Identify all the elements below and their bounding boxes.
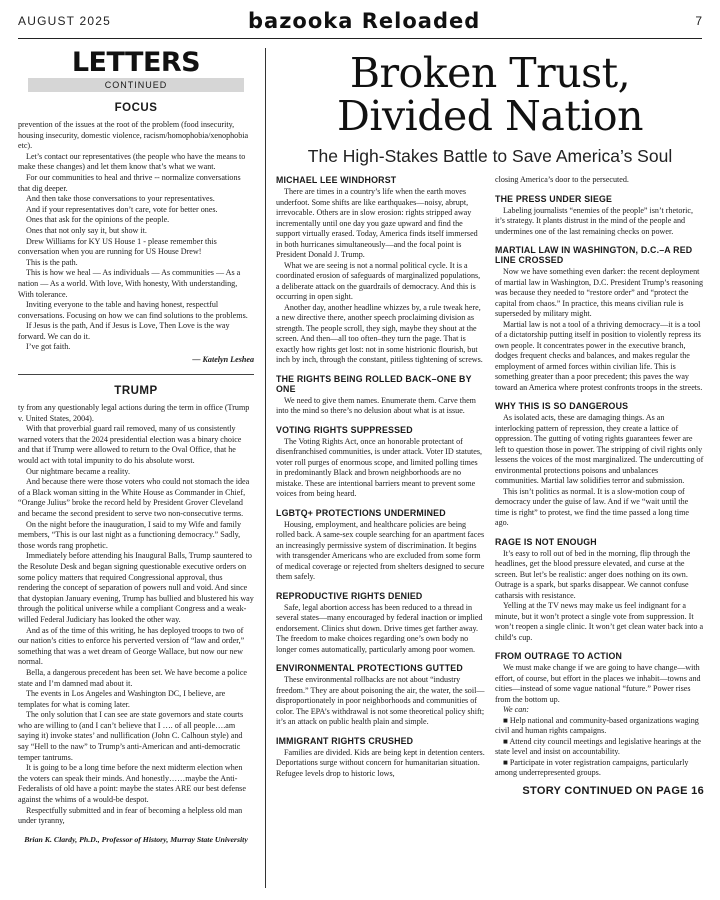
focus-signature: — Katelyn Leshea <box>192 355 254 365</box>
section-heading: REPRODUCTIVE RIGHTS DENIED <box>276 590 423 601</box>
paragraph: The events in Los Angeles and Washington DC, I believe, are templates for what is coming later. <box>18 689 226 709</box>
continued-notice: STORY CONTINUED ON PAGE 16 <box>522 784 704 797</box>
paragraph: Bella, a dangerous precedent has been set. We have become a police state and I’m damned mad about it. <box>18 667 248 688</box>
article-column-2 <box>495 175 704 797</box>
paragraph: The only solution that I can see are state governors and state courts who are willing to (and I can’t believe that I …. of all people….am saying it) invoke states’ and nullification (John C. Calhoun style) and say “Hell to the naw” to Trump’s anti-American and anti-democratic temper tantrums. <box>18 710 244 762</box>
paragraph: If Jesus is the path, And if Jesus is Love, Then Love is the way forward. We can do it. <box>18 321 230 341</box>
paragraph: Families are divided. Kids are being kept in detention centers. Deportations surge without concern for humanitarian situation. Refugee levels drop to historic lows, <box>276 747 485 778</box>
paragraph: What we are seeing is not a normal political cycle. It is a coordinated erosion of safeguards of marginalized populations, a deliberate attack on the guardrails of democracy. And this is occurring in open sight. <box>276 260 481 301</box>
section-heading: IMMIGRANT RIGHTS CRUSHED <box>276 735 414 746</box>
paragraph: And as of the time of this writing, he has deployed troops to two of our nation’s cities to enforce his perverted version of “law and order,” something that was a wet dream of George Wallace, but now our new normal. <box>18 625 245 667</box>
letter-divider <box>18 374 254 375</box>
article-title-line2: Divided Nation <box>336 92 644 140</box>
paragraph: As isolated acts, these are damaging things. As an interlocking pattern of repression, they create a lattice of oppression. The gutting of voting rights guarantees fewer are left to question those in power. The stripping of civil rights only lessens the voices of the most marginalized. The undercutting of environmental protections poisons and unbalances communities. Martial law solidifies terror and submission. <box>495 413 704 485</box>
paragraph: On the night before the inauguration, I said to my Wife and family members, “This is our last night as a functioning democracy.” Sadly, those words rang prophetic. <box>18 519 242 550</box>
article-column-1 <box>276 175 485 797</box>
paragraph: Now we have something even darker: the recent deployment of martial law in Washington, D.C. President Trump’s reasoning was because they needed to “restore order” and “protect the capital from chaos.” In practice, this means civilian rule is superseded by military might. <box>495 267 704 318</box>
paragraph: prevention of the issues at the root of the problem (food insecurity, housing insecurity, domestic violence, racism/homophobia/xenophobia etc). <box>18 120 249 151</box>
paragraph: And then take those conversations to your representatives. <box>26 194 215 204</box>
paragraph: For our communities to heal and thrive -- normalize conversations that dig deeper. <box>18 172 241 193</box>
paragraph: Housing, employment, and healthcare policies are being rolled back. A same-sex couple searching for an apartment faces an increasingly permissive system of discrimination. It begins with transgender Americans who are excluded from some form of medical coverage or rejected from shelters designed to secure them safely. <box>276 519 485 581</box>
section-heading: THE PRESS UNDER SIEGE <box>495 193 613 204</box>
paragraph: Respectfully submitted and in fear of becoming a helpless old man under tyranny, <box>18 805 243 826</box>
paragraph: Another day, another headline whizzes by, a rule tweak here, a new directive there, another speech proclaiming division as strength. The people scroll, they sigh, maybe they shout at the screen. And then—all too often–they turn the page. That is exactly how rights get lost: not in some histrionic flourish, but inch by inch, through the constant, pitiless tightening of screws. <box>276 302 483 364</box>
paragraph: Let’s contact our representatives (the people who have the means to make these changes) and let them know that’s what we want. <box>18 151 246 172</box>
section-heading: VOTING RIGHTS SUPPRESSED <box>276 424 413 435</box>
paragraph: ty from any questionably legal actions during the term in office (Trump v. United States, 2004). <box>18 403 250 423</box>
column-1-body <box>276 187 485 779</box>
focus-letter <box>18 120 254 353</box>
article-subtitle: The High-Stakes Battle to Save America’s Soul <box>307 146 673 166</box>
paragraph: We must make change if we are going to have change—with effort, of course, but effort in the places we inhabit—towns and cities—instead of some vague national “future.” Power rises from the bottom up. <box>495 663 701 704</box>
paragraph: Drew Williams for KY US House 1 - please remember this conversation when you are running for US House Drew! <box>18 236 217 257</box>
paragraph: This is how we heal — As individuals — As communities — As a nation — As a world. With love, With honesty, With understanding, With tolerance. <box>18 268 241 299</box>
section-heading: MARTIAL LAW IN WASHINGTON, D.C.–A RED LINE CROSSED <box>495 245 693 265</box>
paragraph: ■ Attend city council meetings and legislative hearings at the state level and insist on accountability. <box>495 736 701 756</box>
section-heading: LGBTQ+ PROTECTIONS UNDERMINED <box>276 507 446 518</box>
article-title-line1: Broken Trust, <box>349 49 631 97</box>
paragraph: Our nightmare became a reality. <box>26 466 130 476</box>
paragraph: Immediately before attending his Inaugural Balls, Trump sauntered to the Resolute Desk and began signing questionable executive orders on some policy matters that required Congressional approval, thus rendering the concept of separation of powers null and void. And since that dystopian January evening, Trump has bullied and blustered his way through the political universe while a compliant Congress and a weak-willed Federal Judiciary has looked the other way. <box>18 551 254 624</box>
feature-article <box>276 49 704 797</box>
letters-banner <box>18 48 254 92</box>
paragraph: We need to give them names. Enumerate them. Carve them into the mind so there’s no delusion about what is at issue. <box>276 395 476 415</box>
trump-letter <box>18 403 254 827</box>
column-2-body <box>495 175 704 779</box>
paragraph: Labeling journalists “enemies of the people” isn’t rhetoric, it’s strategy. It plants distrust in the mind of the people and undermines one of the last remaining checks on power. <box>495 205 693 236</box>
paragraph: This isn’t politics as normal. It is a slow-motion coup of democracy under the guise of law. And if we “wait until the time is right” to protest, we find the time passed a long time ago. <box>495 486 689 527</box>
section-heading: THE RIGHTS BEING ROLLED BACK–ONE BY ONE <box>276 373 472 394</box>
paragraph: closing America’s door to the persecuted. <box>495 175 629 184</box>
section-heading: RAGE IS NOT ENOUGH <box>495 536 597 547</box>
paragraph: ■ Participate in voter registration campaigns, particularly among underrepresented groups. <box>495 757 689 777</box>
paragraph: And because there were those voters who could not stomach the idea of a Black woman sitting in the White House as Commander in Chief, “Orange Julius” broke the record held by President Grover Cleveland and became the second president to serve two non-consecutive terms. <box>18 477 250 518</box>
paragraph: It is going to be a long time before the next midterm election when the voters can speak their minds. And honestly……maybe the Anti-Federalists of old have a point: maybe the states ARE our best defense against the whims of a would-be despot. <box>18 763 246 805</box>
article-columns <box>276 175 704 797</box>
paragraph: Martial law is not a tool of a thriving democracy—it is a tool of a dictatorship putting itself in position to violently repress its own people. It concentrates power in the executive branch, dodges frequent checks and balances, and makes regular the employment of armed forces within civilian life. This is something greater than a poor precedent; this paves the way toward an America where protest confronts troops in the streets. <box>495 319 703 392</box>
paragraph: These environmental rollbacks are not about “industry freedom.” They are about poisoning the air, the water, the soil—disproportionately in poor neighborhoods and communities of color. The EPA’s withdrawal is not some theoretical policy shift; it’s an attack on public health plain and simple. <box>276 675 485 726</box>
paragraph: Safe, legal abortion access has been reduced to a thread in several states—many encouraged by federal inaction or implied endorsement. Clinics shut down. Drive times get farther away. The freedom to make choices regarding one’s own body no longer comes automatically, particularly among poor women. <box>276 602 483 654</box>
section-heading: ENVIRONMENTAL PROTECTIONS GUTTED <box>276 663 463 673</box>
trump-heading: TRUMP <box>114 385 158 398</box>
paragraph: The Voting Rights Act, once an honorable protectant of disenfranchised communities, is under attack. Voter ID statutes, voter roll purges of enormous scope, and limited polling times in predominantly Black and brown neighborhoods are no mistake. These are intentional barriers meant to prevent some voices from being heard. <box>276 436 483 498</box>
paragraph: This is the path. <box>26 257 78 267</box>
column-divider <box>265 48 266 888</box>
paragraph: Ones that not only say it, but show it. <box>26 225 147 235</box>
letters-section <box>18 48 254 844</box>
paragraph: Yelling at the TV news may make us feel indignant for a minute, but it won’t protect a single vote from suppression. It won’t reopen a single clinic. It won’t get clean water back into a child’s cup. <box>495 601 704 642</box>
paragraph: It’s easy to roll out of bed in the morning, flip through the headlines, get the blood pressure elevated, and curse at the screen. But let’s be realistic: anger does nothing on its own. Outrage is a spark, but sparks disappear. We cannot confuse catharsis with resistance. <box>495 548 691 600</box>
section-heading: FROM OUTRAGE TO ACTION <box>495 651 623 661</box>
page-header <box>0 0 720 42</box>
paragraph: There are times in a country’s life when the earth moves underfoot. Some shifts are like earthquakes—noisy, abrupt, irrevocable. Others are in slow erosion: rights stripped away incrementally until one day you gaze upward and find the support virtually erased. Today, America finds itself immersed in both hurricanes simultaneously—and the focal point is President Donald J. Trump. <box>276 187 478 259</box>
focus-heading: FOCUS <box>114 102 158 114</box>
paragraph: Inviting everyone to the table and having honest, respectful conversations. Focusing on how we can find solutions to the problems. <box>18 300 248 320</box>
paragraph: I’ve got faith. <box>26 342 71 352</box>
header-rule <box>18 38 702 39</box>
paragraph: ■ Help national and community-based organizations waging civil and human rights campaigns. <box>495 715 699 735</box>
letters-subtitle: CONTINUED <box>28 78 244 92</box>
paragraph: With that proverbial guard rail removed, many of us consistently warned voters that the 2024 presidential election was a binary choice and that if Trump were allowed to return to the Oval Office, that he would act with total impunity to do his absolute worst. <box>18 424 242 466</box>
article-author: MICHAEL LEE WINDHORST <box>276 175 397 185</box>
letters-title: LETTERS <box>71 47 201 78</box>
paragraph: We can: <box>503 705 529 714</box>
issue-date: AUGUST 2025 <box>18 14 112 28</box>
paragraph: And if your representatives don’t care, vote for better ones. <box>26 204 218 214</box>
page-number: 7 <box>695 14 702 28</box>
section-heading: WHY THIS IS SO DANGEROUS <box>495 401 629 411</box>
paragraph: Ones that ask for the opinions of the people. <box>26 215 170 225</box>
article-title <box>276 49 704 140</box>
trump-byline: Brian K. Clardy, Ph.D., Professor of History, Murray State University <box>24 834 248 844</box>
publication-name: bazooka Reloaded <box>248 9 481 33</box>
